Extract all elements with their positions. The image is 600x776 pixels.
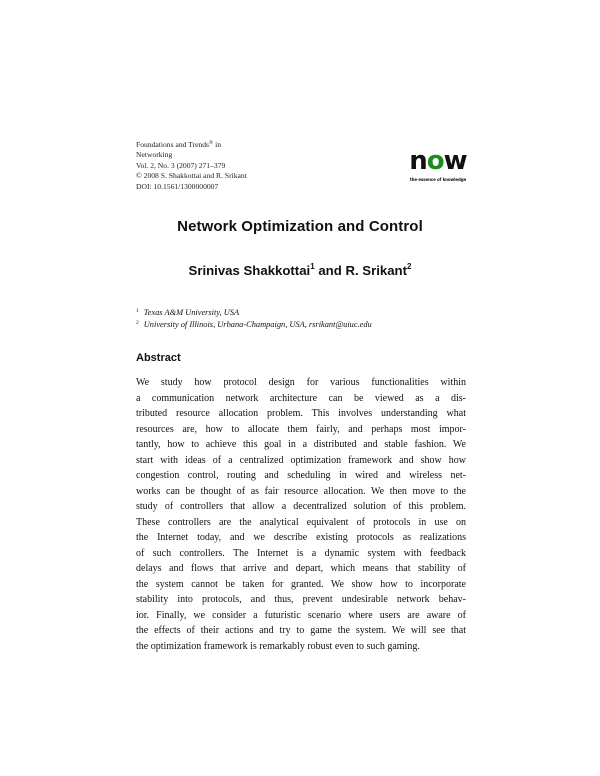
abstract-line: works can be thought of as fair resource allocation. We then move to the	[136, 485, 466, 497]
logo-wordmark	[408, 148, 468, 174]
abstract-line: the system cannot be taken for granted. We show how to incorporate	[136, 578, 466, 590]
abstract-line: ior. Finally, we consider a futuristic scenario where users are aware of	[136, 609, 466, 621]
affiliation-2-mark: 2	[136, 320, 139, 326]
abstract-line: delays and flows that arrive and depart, which means that stability of	[136, 563, 466, 574]
publisher-logo	[408, 148, 468, 184]
abstract-line: These controllers are the analytical equivalent of protocols in use on	[136, 516, 466, 528]
author-2-mark: 2	[407, 262, 412, 271]
abstract-line: tributed resource allocation problem. This involves understanding what	[136, 408, 466, 419]
abstract-line: of such controllers. The Internet is a dynamic system with feedback	[136, 547, 466, 559]
logo-tagline: the essence of knowledge	[409, 177, 467, 182]
affiliation-1	[136, 306, 476, 318]
journal-subject: Networking	[136, 150, 173, 160]
abstract-line: the Internet today, and we describe existing protocols as realizations	[136, 532, 466, 543]
journal-series-line	[136, 138, 366, 150]
journal-volume: Vol. 2, No. 3 (2007) 271–379	[136, 160, 226, 170]
journal-copyright: © 2008 S. Shakkottai and R. Srikant	[136, 171, 247, 181]
registered-mark: ®	[209, 140, 214, 146]
journal-series: Foundations and Trends	[136, 140, 209, 149]
paper-title: Network Optimization and Control	[177, 218, 423, 235]
logo-letter-o: o	[426, 146, 444, 176]
abstract-line: a communication network architecture can be viewed as a dis-	[136, 392, 466, 404]
logo-letter-w: w	[443, 146, 467, 176]
abstract-line: the optimization framework is remarkably robust even to such gaming.	[136, 640, 420, 652]
affiliation-1-text: Texas A&M University, USA	[143, 308, 240, 317]
author-1-mark: 1	[310, 262, 315, 271]
journal-doi: DOI: 10.1561/1300000007	[136, 181, 219, 191]
affiliation-2	[136, 318, 476, 330]
author-line	[0, 262, 600, 278]
affiliations	[136, 306, 476, 330]
abstract-line: study of controllers that allow a decentralized solution of this problem.	[136, 501, 466, 512]
affiliation-1-mark: 1	[136, 308, 139, 314]
affiliation-2-text: University of Illinois, Urbana-Champaign, USA, rsrikant@uiuc.edu	[143, 320, 372, 329]
abstract-line: stability into protocols, and thus, prevent undesirable network behav-	[136, 594, 466, 605]
logo-letter-n: n	[409, 146, 427, 176]
journal-in: in	[213, 140, 221, 149]
author-conjunction: and	[314, 263, 346, 278]
author-1: Srinivas Shakkottai	[188, 263, 311, 278]
abstract-line: tantly, how to achieve this goal in a distributed and stable fashion. We	[136, 439, 466, 450]
abstract-line: resources are, how to allocate them fairly, and perhaps most impor-	[136, 423, 466, 435]
abstract-line: the effects of their actions and try to game the system. We will see that	[136, 625, 466, 636]
abstract-heading: Abstract	[136, 352, 181, 364]
journal-info	[136, 138, 366, 192]
abstract-line: start with ideas of a centralized optimization framework and show how	[136, 454, 466, 466]
abstract-line: We study how protocol design for various functionalities within	[136, 377, 466, 388]
abstract-line: congestion control, routing and scheduling in wired and wireless net-	[136, 470, 466, 481]
author-2: R. Srikant	[345, 263, 407, 278]
abstract-body	[136, 375, 466, 654]
